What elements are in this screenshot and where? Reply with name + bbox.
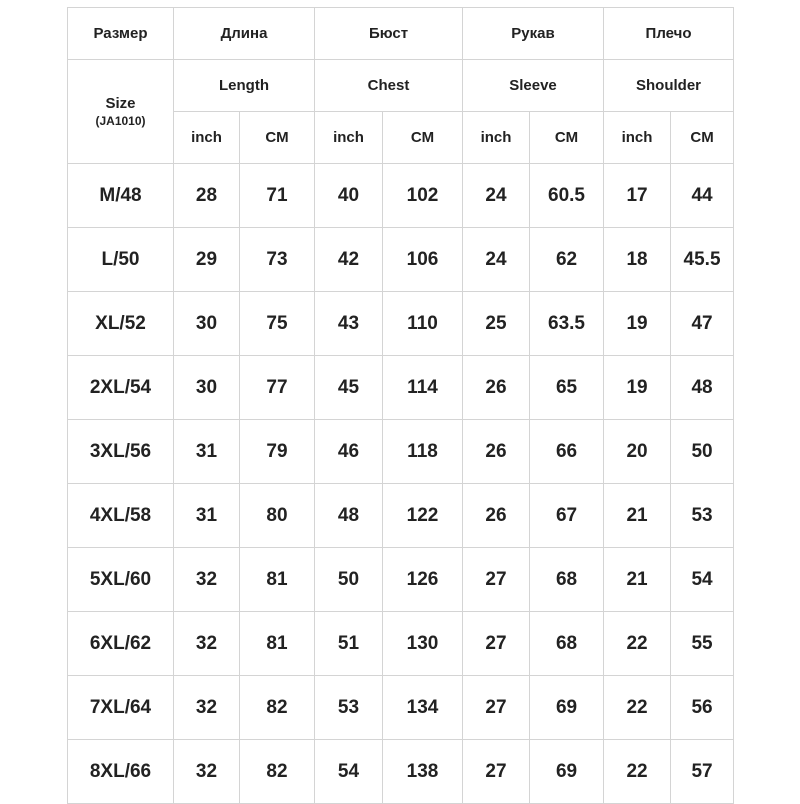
measurement-cell: 81: [240, 548, 315, 612]
measurement-cell: 81: [240, 612, 315, 676]
measurement-cell: 82: [240, 676, 315, 740]
size-code: (JA1010): [95, 113, 146, 128]
measurement-cell: 63.5: [530, 292, 604, 356]
table-row: [68, 420, 734, 484]
size-chart-table: [67, 7, 734, 804]
size-label: Size: [105, 94, 136, 112]
measurement-cell: 27: [463, 740, 530, 804]
measurement-cell: 32: [174, 740, 240, 804]
header-sleeve-en: Sleeve: [463, 60, 604, 112]
header-shoulder-en: Shoulder: [604, 60, 734, 112]
measurement-cell: 110: [383, 292, 463, 356]
unit-header: inch: [463, 112, 530, 164]
size-cell: 4XL/58: [68, 484, 174, 548]
measurement-cell: 69: [530, 740, 604, 804]
measurement-cell: 56: [671, 676, 734, 740]
measurement-cell: 54: [315, 740, 383, 804]
measurement-cell: 25: [463, 292, 530, 356]
unit-header: inch: [604, 112, 671, 164]
unit-header: CM: [530, 112, 604, 164]
measurement-cell: 130: [383, 612, 463, 676]
measurement-cell: 26: [463, 420, 530, 484]
measurement-cell: 32: [174, 612, 240, 676]
measurement-cell: 45: [315, 356, 383, 420]
measurement-cell: 28: [174, 164, 240, 228]
measurement-cell: 68: [530, 548, 604, 612]
measurement-cell: 118: [383, 420, 463, 484]
measurement-cell: 62: [530, 228, 604, 292]
unit-header: CM: [383, 112, 463, 164]
size-cell: 2XL/54: [68, 356, 174, 420]
measurement-cell: 138: [383, 740, 463, 804]
size-cell: L/50: [68, 228, 174, 292]
measurement-cell: 22: [604, 612, 671, 676]
header-length-en: Length: [174, 60, 315, 112]
table-row: [68, 612, 734, 676]
header-size-ru: Размер: [68, 8, 174, 60]
measurement-cell: 21: [604, 548, 671, 612]
measurement-cell: 46: [315, 420, 383, 484]
measurement-cell: 18: [604, 228, 671, 292]
measurement-cell: 54: [671, 548, 734, 612]
measurement-cell: 55: [671, 612, 734, 676]
measurement-cell: 106: [383, 228, 463, 292]
measurement-cell: 77: [240, 356, 315, 420]
size-cell: XL/52: [68, 292, 174, 356]
measurement-cell: 43: [315, 292, 383, 356]
measurement-cell: 30: [174, 292, 240, 356]
measurement-cell: 57: [671, 740, 734, 804]
unit-header: inch: [315, 112, 383, 164]
measurement-cell: 114: [383, 356, 463, 420]
measurement-cell: 53: [671, 484, 734, 548]
measurement-cell: 24: [463, 228, 530, 292]
measurement-cell: 66: [530, 420, 604, 484]
measurement-cell: 48: [315, 484, 383, 548]
measurement-cell: 65: [530, 356, 604, 420]
measurement-cell: 80: [240, 484, 315, 548]
measurement-cell: 134: [383, 676, 463, 740]
measurement-cell: 50: [671, 420, 734, 484]
table-row: [68, 676, 734, 740]
measurement-cell: 27: [463, 548, 530, 612]
measurement-cell: 44: [671, 164, 734, 228]
measurement-cell: 79: [240, 420, 315, 484]
measurement-cell: 27: [463, 676, 530, 740]
measurement-cell: 32: [174, 676, 240, 740]
measurement-cell: 31: [174, 484, 240, 548]
measurement-cell: 48: [671, 356, 734, 420]
measurement-cell: 29: [174, 228, 240, 292]
measurement-cell: 19: [604, 356, 671, 420]
header-length-ru: Длина: [174, 8, 315, 60]
size-cell: 5XL/60: [68, 548, 174, 612]
size-cell: M/48: [68, 164, 174, 228]
unit-header: CM: [671, 112, 734, 164]
measurement-cell: 30: [174, 356, 240, 420]
measurement-cell: 53: [315, 676, 383, 740]
measurement-cell: 69: [530, 676, 604, 740]
header-shoulder-ru: Плечо: [604, 8, 734, 60]
measurement-cell: 31: [174, 420, 240, 484]
measurement-cell: 47: [671, 292, 734, 356]
unit-header: CM: [240, 112, 315, 164]
measurement-cell: 73: [240, 228, 315, 292]
header-sleeve-ru: Рукав: [463, 8, 604, 60]
measurement-cell: 27: [463, 612, 530, 676]
measurement-cell: 126: [383, 548, 463, 612]
measurement-cell: 75: [240, 292, 315, 356]
size-cell: 3XL/56: [68, 420, 174, 484]
measurement-cell: 32: [174, 548, 240, 612]
table-row: [68, 356, 734, 420]
table-row: [68, 292, 734, 356]
measurement-cell: 82: [240, 740, 315, 804]
measurement-cell: 20: [604, 420, 671, 484]
table-row: [68, 548, 734, 612]
measurement-cell: 45.5: [671, 228, 734, 292]
measurement-cell: 19: [604, 292, 671, 356]
measurement-cell: 26: [463, 484, 530, 548]
measurement-cell: 122: [383, 484, 463, 548]
measurement-cell: 50: [315, 548, 383, 612]
table-row: [68, 228, 734, 292]
table-row: [68, 484, 734, 548]
measurement-cell: 71: [240, 164, 315, 228]
measurement-cell: 102: [383, 164, 463, 228]
table-row: [68, 740, 734, 804]
header-chest-ru: Бюст: [315, 8, 463, 60]
measurement-cell: 26: [463, 356, 530, 420]
size-cell: 8XL/66: [68, 740, 174, 804]
measurement-cell: 67: [530, 484, 604, 548]
size-header-cell: [68, 60, 174, 164]
unit-header: inch: [174, 112, 240, 164]
measurement-cell: 60.5: [530, 164, 604, 228]
size-cell: 7XL/64: [68, 676, 174, 740]
size-cell: 6XL/62: [68, 612, 174, 676]
measurement-cell: 42: [315, 228, 383, 292]
table-row: [68, 164, 734, 228]
measurement-cell: 22: [604, 676, 671, 740]
header-chest-en: Chest: [315, 60, 463, 112]
measurement-cell: 51: [315, 612, 383, 676]
measurement-cell: 40: [315, 164, 383, 228]
measurement-cell: 24: [463, 164, 530, 228]
measurement-cell: 17: [604, 164, 671, 228]
measurement-cell: 21: [604, 484, 671, 548]
measurement-cell: 22: [604, 740, 671, 804]
measurement-cell: 68: [530, 612, 604, 676]
